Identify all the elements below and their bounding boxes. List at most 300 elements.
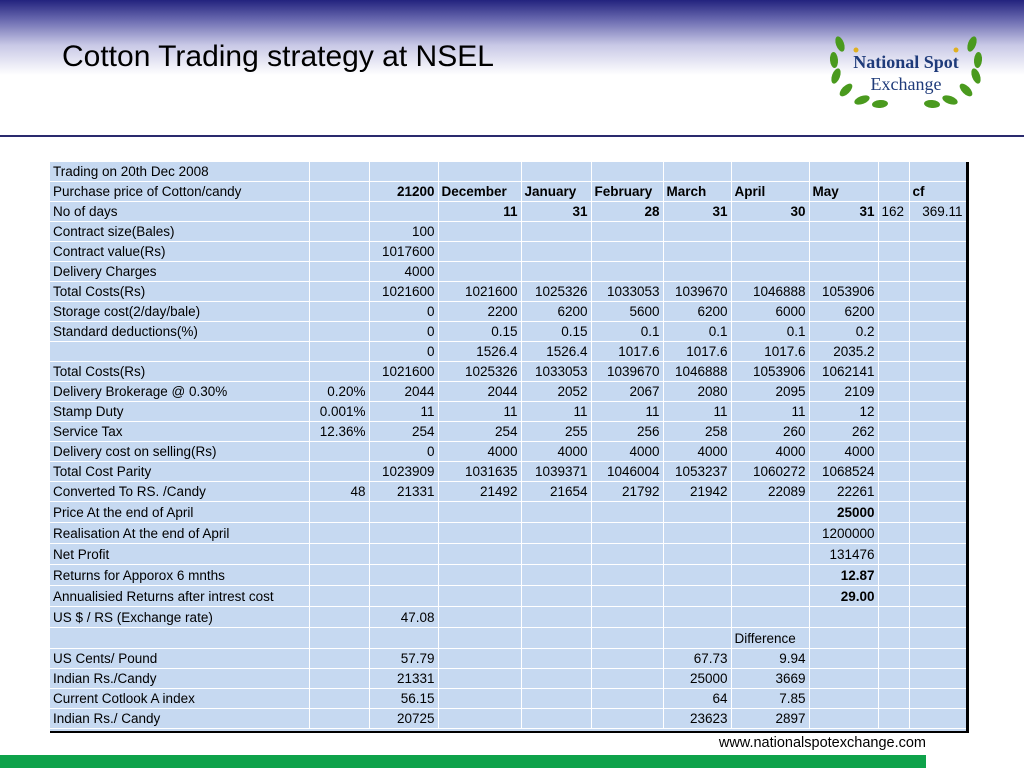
- table-cell: [309, 302, 369, 322]
- table-cell: [909, 649, 966, 669]
- table-cell: 9.94: [731, 649, 809, 669]
- table-cell: [878, 689, 909, 709]
- table-cell: 0.20%: [309, 382, 369, 402]
- table-row: [50, 502, 966, 523]
- table-cell: 1046888: [663, 362, 731, 382]
- table-cell: 11: [663, 402, 731, 422]
- table-row: [50, 442, 966, 462]
- table-cell: 6200: [521, 302, 591, 322]
- table-cell: 1046888: [731, 282, 809, 302]
- table-cell: [438, 709, 521, 729]
- table-cell: 31: [521, 202, 591, 222]
- table-cell: [909, 482, 966, 502]
- table-cell: 260: [731, 422, 809, 442]
- table-cell: [591, 649, 663, 669]
- table-row: [50, 322, 966, 342]
- table-cell: 4000: [438, 442, 521, 462]
- table-cell: [591, 565, 663, 586]
- table-cell: 22089: [731, 482, 809, 502]
- table-cell: [438, 689, 521, 709]
- table-cell: 21331: [369, 482, 438, 502]
- table-cell: [663, 523, 731, 544]
- table-cell: [521, 242, 591, 262]
- table-cell: [369, 502, 438, 523]
- table-cell: [878, 162, 909, 182]
- table-cell: 2044: [369, 382, 438, 402]
- table-cell: 6200: [809, 302, 878, 322]
- header-divider: [0, 135, 1024, 137]
- table-cell: [663, 544, 731, 565]
- table-cell: 3669: [731, 669, 809, 689]
- table-cell: [731, 586, 809, 607]
- table-cell: [591, 262, 663, 282]
- table-cell: 23623: [663, 709, 731, 729]
- table-row: [50, 607, 966, 628]
- table-cell: 254: [369, 422, 438, 442]
- table-cell: [521, 162, 591, 182]
- table-cell: [909, 565, 966, 586]
- table-cell: [591, 628, 663, 649]
- table-cell: [878, 182, 909, 202]
- table-cell: 1017.6: [591, 342, 663, 362]
- table-cell: [438, 607, 521, 628]
- table-cell: 1033053: [521, 362, 591, 382]
- table-row: [50, 342, 966, 362]
- row-label-cell: Trading on 20th Dec 2008: [50, 162, 309, 182]
- table-row: [50, 282, 966, 302]
- table-cell: [878, 607, 909, 628]
- row-label-cell: Indian Rs./ Candy: [50, 709, 309, 729]
- table-row: [50, 462, 966, 482]
- table-cell: 131476: [809, 544, 878, 565]
- table-cell: [521, 689, 591, 709]
- table-cell: [909, 222, 966, 242]
- table-cell: 11: [731, 402, 809, 422]
- table-cell: 162: [878, 202, 909, 222]
- table-cell: [909, 502, 966, 523]
- table-cell: 21942: [663, 482, 731, 502]
- table-cell: 100: [369, 222, 438, 242]
- table-cell: [309, 322, 369, 342]
- table-cell: [909, 242, 966, 262]
- table-cell: [438, 523, 521, 544]
- table-cell: 1033053: [591, 282, 663, 302]
- table-cell: [878, 262, 909, 282]
- table-cell: 31: [809, 202, 878, 222]
- table-cell: [809, 649, 878, 669]
- table-cell: 0.1: [663, 322, 731, 342]
- table-cell: [438, 242, 521, 262]
- row-label-cell: Service Tax: [50, 422, 309, 442]
- table-cell: [521, 709, 591, 729]
- table-cell: 12: [809, 402, 878, 422]
- table-cell: 2044: [438, 382, 521, 402]
- table-cell: 1023909: [369, 462, 438, 482]
- table-cell: [438, 544, 521, 565]
- table-cell: 1039371: [521, 462, 591, 482]
- table-cell: 1053237: [663, 462, 731, 482]
- table-cell: [809, 607, 878, 628]
- table-cell: 21654: [521, 482, 591, 502]
- table-cell: 1017600: [369, 242, 438, 262]
- table-cell: [309, 607, 369, 628]
- sheet-bottom-border: [50, 731, 969, 733]
- table-cell: [591, 586, 663, 607]
- table-cell: [309, 669, 369, 689]
- table-cell: [909, 462, 966, 482]
- row-label-cell: Total Costs(Rs): [50, 362, 309, 382]
- table-cell: 0: [369, 302, 438, 322]
- table-cell: [809, 669, 878, 689]
- table-row: [50, 709, 966, 729]
- table-cell: [521, 669, 591, 689]
- table-cell: [663, 628, 731, 649]
- table-cell: 4000: [731, 442, 809, 462]
- table-cell: 0: [369, 442, 438, 462]
- row-label-cell: Indian Rs./Candy: [50, 669, 309, 689]
- table-cell: 11: [521, 402, 591, 422]
- table-cell: [909, 322, 966, 342]
- table-cell: April: [731, 182, 809, 202]
- table-cell: 2095: [731, 382, 809, 402]
- table-cell: [369, 202, 438, 222]
- table-cell: May: [809, 182, 878, 202]
- table-cell: [663, 242, 731, 262]
- row-label-cell: US Cents/ Pound: [50, 649, 309, 669]
- table-cell: [731, 262, 809, 282]
- table-cell: 4000: [591, 442, 663, 462]
- table-cell: [369, 586, 438, 607]
- table-cell: [663, 262, 731, 282]
- table-cell: cf: [909, 182, 966, 202]
- table-row: [50, 302, 966, 322]
- table-cell: 2897: [731, 709, 809, 729]
- table-row: [50, 689, 966, 709]
- row-label-cell: Returns for Apporox 6 mnths: [50, 565, 309, 586]
- table-row: [50, 382, 966, 402]
- table-cell: [809, 262, 878, 282]
- table-cell: [878, 628, 909, 649]
- table-cell: 1046004: [591, 462, 663, 482]
- table-cell: 47.08: [369, 607, 438, 628]
- footer-bar: [0, 755, 926, 768]
- table-cell: [878, 222, 909, 242]
- table-cell: [438, 565, 521, 586]
- table-cell: 1526.4: [438, 342, 521, 362]
- table-cell: [309, 565, 369, 586]
- table-cell: [309, 442, 369, 462]
- table-cell: 1039670: [663, 282, 731, 302]
- row-label-cell: Delivery Charges: [50, 262, 309, 282]
- table-row: [50, 182, 966, 202]
- table-row: [50, 242, 966, 262]
- row-label-cell: US $ / RS (Exchange rate): [50, 607, 309, 628]
- table-cell: 0.001%: [309, 402, 369, 422]
- table-cell: 28: [591, 202, 663, 222]
- table-cell: [909, 262, 966, 282]
- table-cell: [731, 607, 809, 628]
- table-cell: [369, 523, 438, 544]
- table-cell: [731, 544, 809, 565]
- table-cell: [878, 502, 909, 523]
- table-cell: [731, 162, 809, 182]
- table-row: [50, 362, 966, 382]
- table-cell: 1062141: [809, 362, 878, 382]
- row-label-cell: Net Profit: [50, 544, 309, 565]
- row-label-cell: Converted To RS. /Candy: [50, 482, 309, 502]
- spreadsheet-table: [50, 162, 967, 729]
- table-cell: 22261: [809, 482, 878, 502]
- table-row: [50, 262, 966, 282]
- table-cell: [909, 628, 966, 649]
- table-cell: [309, 162, 369, 182]
- table-cell: [809, 162, 878, 182]
- logo-line1: National Spot: [853, 52, 959, 72]
- table-cell: [521, 523, 591, 544]
- table-cell: 48: [309, 482, 369, 502]
- table-cell: 2200: [438, 302, 521, 322]
- row-label-cell: Standard deductions(%): [50, 322, 309, 342]
- table-cell: [521, 649, 591, 669]
- table-cell: [878, 482, 909, 502]
- row-label-cell: [50, 628, 309, 649]
- table-cell: 4000: [369, 262, 438, 282]
- table-cell: 1017.6: [663, 342, 731, 362]
- table-cell: 1526.4: [521, 342, 591, 362]
- table-cell: [809, 628, 878, 649]
- table-cell: [309, 544, 369, 565]
- table-row: [50, 222, 966, 242]
- table-row: [50, 544, 966, 565]
- table-row: [50, 402, 966, 422]
- table-cell: 258: [663, 422, 731, 442]
- table-cell: [878, 523, 909, 544]
- table-cell: [438, 502, 521, 523]
- table-cell: [521, 586, 591, 607]
- table-cell: [309, 242, 369, 262]
- table-row: [50, 649, 966, 669]
- table-cell: [591, 222, 663, 242]
- table-cell: 1060272: [731, 462, 809, 482]
- table-cell: [591, 607, 663, 628]
- table-cell: 6000: [731, 302, 809, 322]
- table-cell: [809, 689, 878, 709]
- table-cell: [663, 586, 731, 607]
- table-cell: [309, 202, 369, 222]
- table-cell: [521, 502, 591, 523]
- table-cell: [438, 669, 521, 689]
- table-cell: 0.15: [438, 322, 521, 342]
- table-cell: 0.1: [591, 322, 663, 342]
- table-cell: [438, 649, 521, 669]
- table-cell: [909, 607, 966, 628]
- table-cell: 2080: [663, 382, 731, 402]
- table-cell: [909, 544, 966, 565]
- table-cell: [521, 262, 591, 282]
- table-cell: [438, 262, 521, 282]
- table-cell: [878, 402, 909, 422]
- table-cell: 256: [591, 422, 663, 442]
- table-cell: [909, 382, 966, 402]
- table-cell: 5600: [591, 302, 663, 322]
- table-row: [50, 162, 966, 182]
- table-cell: [663, 607, 731, 628]
- table-cell: 31: [663, 202, 731, 222]
- table-cell: [309, 462, 369, 482]
- table-cell: [909, 302, 966, 322]
- table-cell: 0.1: [731, 322, 809, 342]
- table-cell: [663, 565, 731, 586]
- table-cell: [731, 565, 809, 586]
- table-cell: 2067: [591, 382, 663, 402]
- table-cell: [309, 222, 369, 242]
- table-cell: 12.36%: [309, 422, 369, 442]
- table-cell: [369, 162, 438, 182]
- row-label-cell: Delivery Brokerage @ 0.30%: [50, 382, 309, 402]
- table-cell: December: [438, 182, 521, 202]
- table-cell: [438, 222, 521, 242]
- table-cell: [909, 586, 966, 607]
- row-label-cell: Current Cotlook A index: [50, 689, 309, 709]
- table-row: [50, 586, 966, 607]
- table-cell: [309, 649, 369, 669]
- table-cell: 1053906: [731, 362, 809, 382]
- table-cell: [309, 182, 369, 202]
- table-cell: 4000: [809, 442, 878, 462]
- table-cell: [591, 689, 663, 709]
- table-cell: 2109: [809, 382, 878, 402]
- row-label-cell: Contract size(Bales): [50, 222, 309, 242]
- table-cell: 21331: [369, 669, 438, 689]
- table-cell: [909, 362, 966, 382]
- table-cell: 1021600: [369, 282, 438, 302]
- table-cell: [591, 502, 663, 523]
- table-row: [50, 628, 966, 649]
- table-cell: 262: [809, 422, 878, 442]
- table-cell: [878, 342, 909, 362]
- table-cell: 1021600: [369, 362, 438, 382]
- table-cell: 56.15: [369, 689, 438, 709]
- table-cell: 11: [369, 402, 438, 422]
- table-cell: 255: [521, 422, 591, 442]
- table-cell: [909, 162, 966, 182]
- table-cell: [878, 669, 909, 689]
- table-cell: 11: [438, 202, 521, 222]
- table-cell: [309, 689, 369, 709]
- table-cell: 1200000: [809, 523, 878, 544]
- row-label-cell: Contract value(Rs): [50, 242, 309, 262]
- table-cell: [909, 689, 966, 709]
- table-cell: 1021600: [438, 282, 521, 302]
- table-cell: 2035.2: [809, 342, 878, 362]
- table-cell: [909, 669, 966, 689]
- table-cell: [591, 544, 663, 565]
- table-cell: [309, 586, 369, 607]
- table-cell: [309, 262, 369, 282]
- table-cell: January: [521, 182, 591, 202]
- table-row: [50, 422, 966, 442]
- table-cell: [521, 565, 591, 586]
- table-row: [50, 202, 966, 222]
- table-cell: [309, 523, 369, 544]
- table-cell: [909, 402, 966, 422]
- table-cell: 25000: [663, 669, 731, 689]
- table-cell: [309, 709, 369, 729]
- table-cell: [878, 586, 909, 607]
- row-label-cell: Stamp Duty: [50, 402, 309, 422]
- table-cell: [731, 523, 809, 544]
- table-cell: [809, 709, 878, 729]
- table-cell: [521, 544, 591, 565]
- table-cell: [438, 586, 521, 607]
- table-cell: 2052: [521, 382, 591, 402]
- table-cell: [909, 442, 966, 462]
- table-cell: [909, 422, 966, 442]
- row-label-cell: Total Cost Parity: [50, 462, 309, 482]
- row-label-cell: Price At the end of April: [50, 502, 309, 523]
- table-row: [50, 482, 966, 502]
- table-cell: [369, 544, 438, 565]
- table-cell: 1039670: [591, 362, 663, 382]
- table-cell: 0.2: [809, 322, 878, 342]
- logo-line2: Exchange: [870, 74, 942, 94]
- table-cell: [909, 282, 966, 302]
- table-cell: 21792: [591, 482, 663, 502]
- table-cell: 21200: [369, 182, 438, 202]
- table-cell: 1031635: [438, 462, 521, 482]
- table-cell: 11: [438, 402, 521, 422]
- table-cell: February: [591, 182, 663, 202]
- table-cell: [369, 565, 438, 586]
- table-row: [50, 523, 966, 544]
- table-cell: 1068524: [809, 462, 878, 482]
- row-label-cell: Annualisied Returns after intrest cost: [50, 586, 309, 607]
- row-label-cell: Delivery cost on selling(Rs): [50, 442, 309, 462]
- table-cell: [809, 222, 878, 242]
- row-label-cell: Total Costs(Rs): [50, 282, 309, 302]
- nsel-logo: [826, 30, 986, 112]
- table-cell: 0: [369, 342, 438, 362]
- table-cell: 6200: [663, 302, 731, 322]
- table-row: [50, 565, 966, 586]
- table-cell: [521, 628, 591, 649]
- table-cell: [591, 162, 663, 182]
- table-cell: [878, 442, 909, 462]
- table-cell: [309, 628, 369, 649]
- footer-url: www.nationalspotexchange.com: [718, 735, 926, 751]
- table-cell: 254: [438, 422, 521, 442]
- row-label-cell: [50, 342, 309, 362]
- table-cell: 64: [663, 689, 731, 709]
- table-cell: [591, 242, 663, 262]
- row-label-cell: No of days: [50, 202, 309, 222]
- table-cell: Difference: [731, 628, 809, 649]
- table-cell: [731, 502, 809, 523]
- table-cell: [878, 565, 909, 586]
- table-cell: [521, 607, 591, 628]
- table-cell: [369, 628, 438, 649]
- table-cell: 1025326: [438, 362, 521, 382]
- table-cell: 57.79: [369, 649, 438, 669]
- table-cell: [878, 649, 909, 669]
- table-cell: [731, 242, 809, 262]
- table-cell: [309, 502, 369, 523]
- table-cell: [809, 242, 878, 262]
- table-cell: [663, 502, 731, 523]
- table-cell: [438, 162, 521, 182]
- table-cell: March: [663, 182, 731, 202]
- table-cell: [878, 242, 909, 262]
